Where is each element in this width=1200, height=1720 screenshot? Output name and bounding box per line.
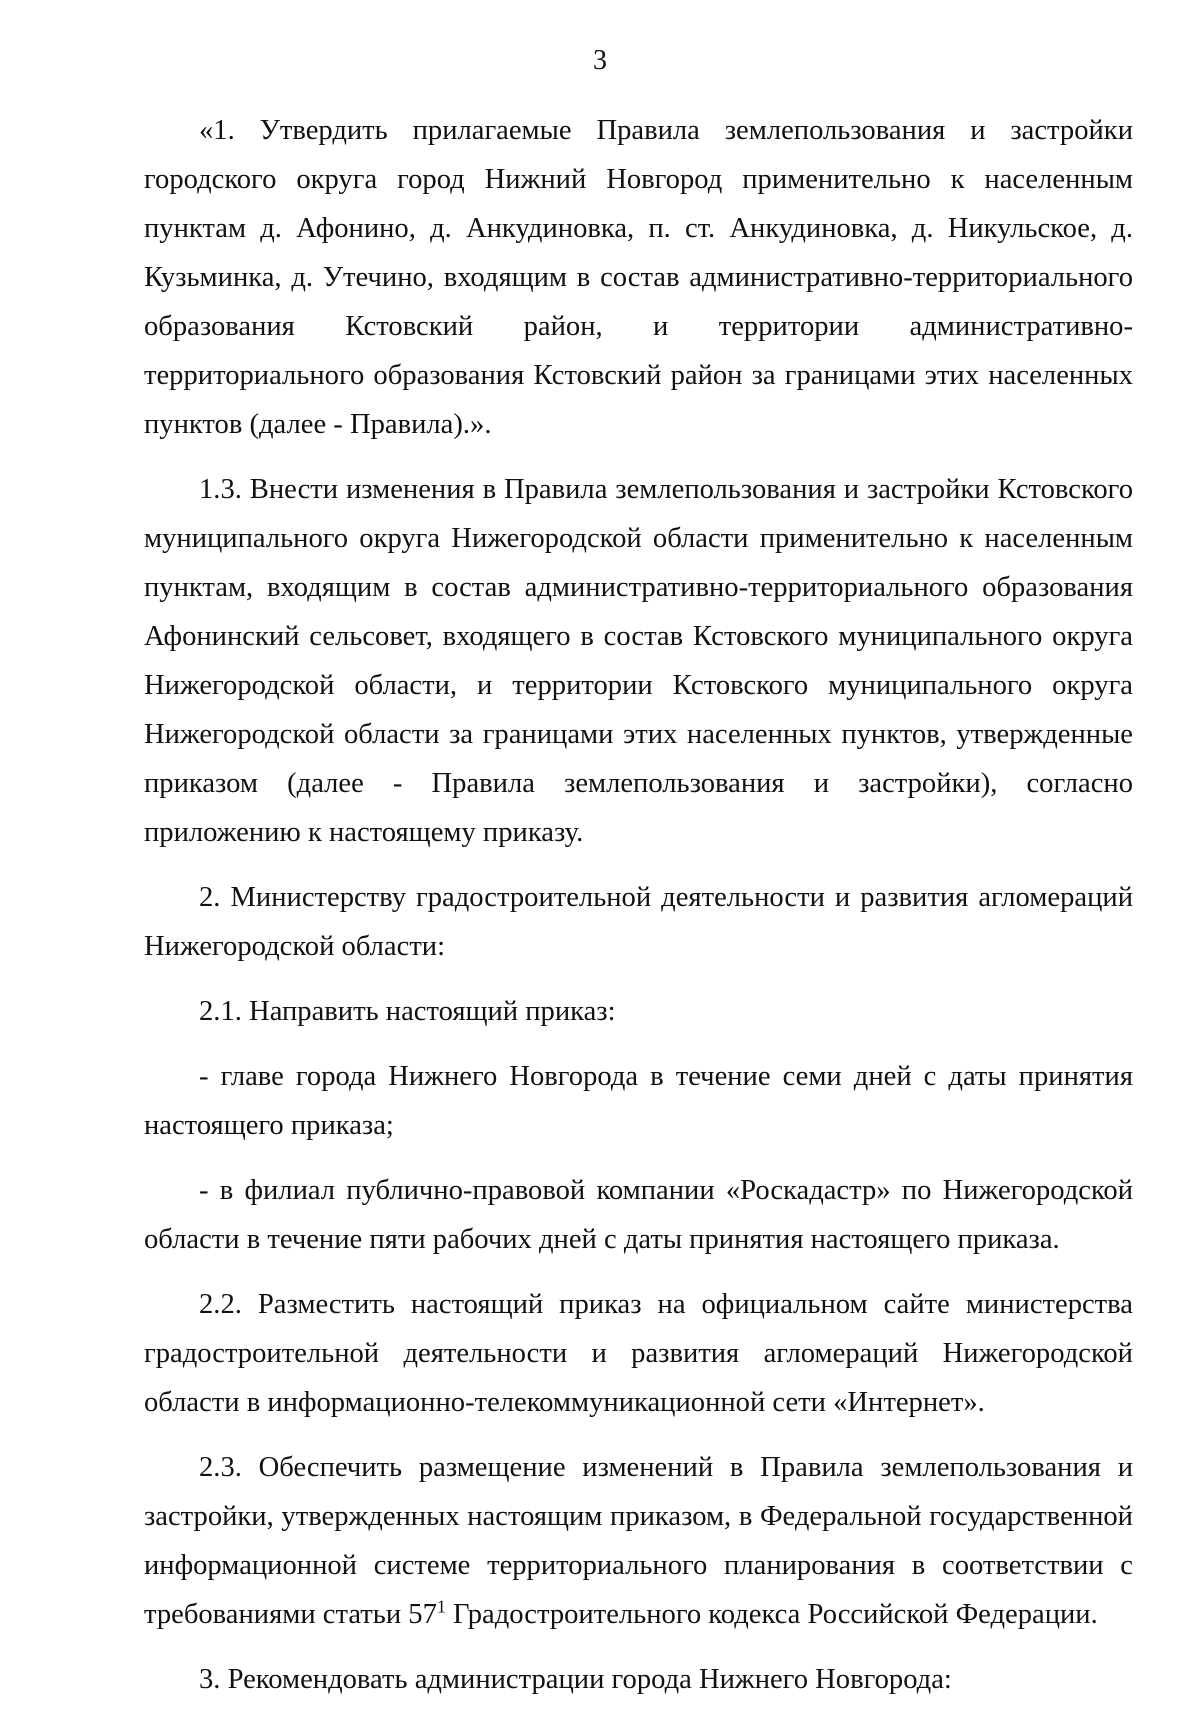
paragraph-2-3-text-before: 2.3. Обеспечить размещение изменений в Правила землепользования и застройки, утвержденных настоящим приказом, в Федеральной государственной информационной системе территориального планирования в соответствии с требованиями статьи 57 (144, 1452, 1133, 1630)
paragraph-2-2-publish: 2.2. Разместить настоящий приказ на официальном сайте министерства градостроительной деятельности и развития агломераций Нижегородской области в информационно-телекоммуникационной сети «Интернет». (144, 1289, 1133, 1418)
paragraph-1-3-amendments: 1.3. Внести изменения в Правила землепользования и застройки Кстовского муниципального округа Нижегородской области применительно к населенным пунктам, входящим в состав административно-территориального образования Афонинский сельсовет, входящего в состав Кстовского муниципального округа Нижегородской области, и территории Кстовского муниципального округа Нижегородской области за границами этих населенных пунктов, утвержденные приказом (далее - Правила землепользования и застройки), согласно приложению к настоящему приказу. (144, 474, 1133, 848)
article-superscript: 1 (436, 1596, 446, 1617)
paragraph-2-3-fgis (144, 1443, 1133, 1639)
paragraph-send-to-mayor: - главе города Нижнего Новгорода в течение семи дней с даты принятия настоящего приказа; (144, 1061, 1133, 1141)
page-number: 3 (593, 45, 607, 76)
paragraph-3-recommend: 3. Рекомендовать администрации города Нижнего Новгорода: (199, 1664, 952, 1695)
paragraph-send-to-roskadastr: - в филиал публично-правовой компании «Роскадастр» по Нижегородской области в течение пяти рабочих дней с даты принятия настоящего приказа. (144, 1175, 1133, 1255)
document-body (144, 106, 1133, 1720)
paragraph-2-ministry: 2. Министерству градостроительной деятельности и развития агломераций Нижегородской области: (144, 882, 1133, 962)
paragraph-2-1-send-order: 2.1. Направить настоящий приказ: (199, 996, 616, 1027)
paragraph-rules-approval: «1. Утвердить прилагаемые Правила землепользования и застройки городского округа город Нижний Новгород применительно к населенным пунктам д. Афонино, д. Анкудиновка, п. ст. Анкудиновка, д. Никульское, д. Кузьминка, д. Утечино, входящим в состав административно-территориального образования Кстовский район, и территории административно-территориального образования Кстовский район за границами этих населенных пунктов (далее - Правила).». (144, 115, 1133, 440)
paragraph-2-3-text-after: Градостроительного кодекса Российской Федерации. (445, 1599, 1098, 1630)
